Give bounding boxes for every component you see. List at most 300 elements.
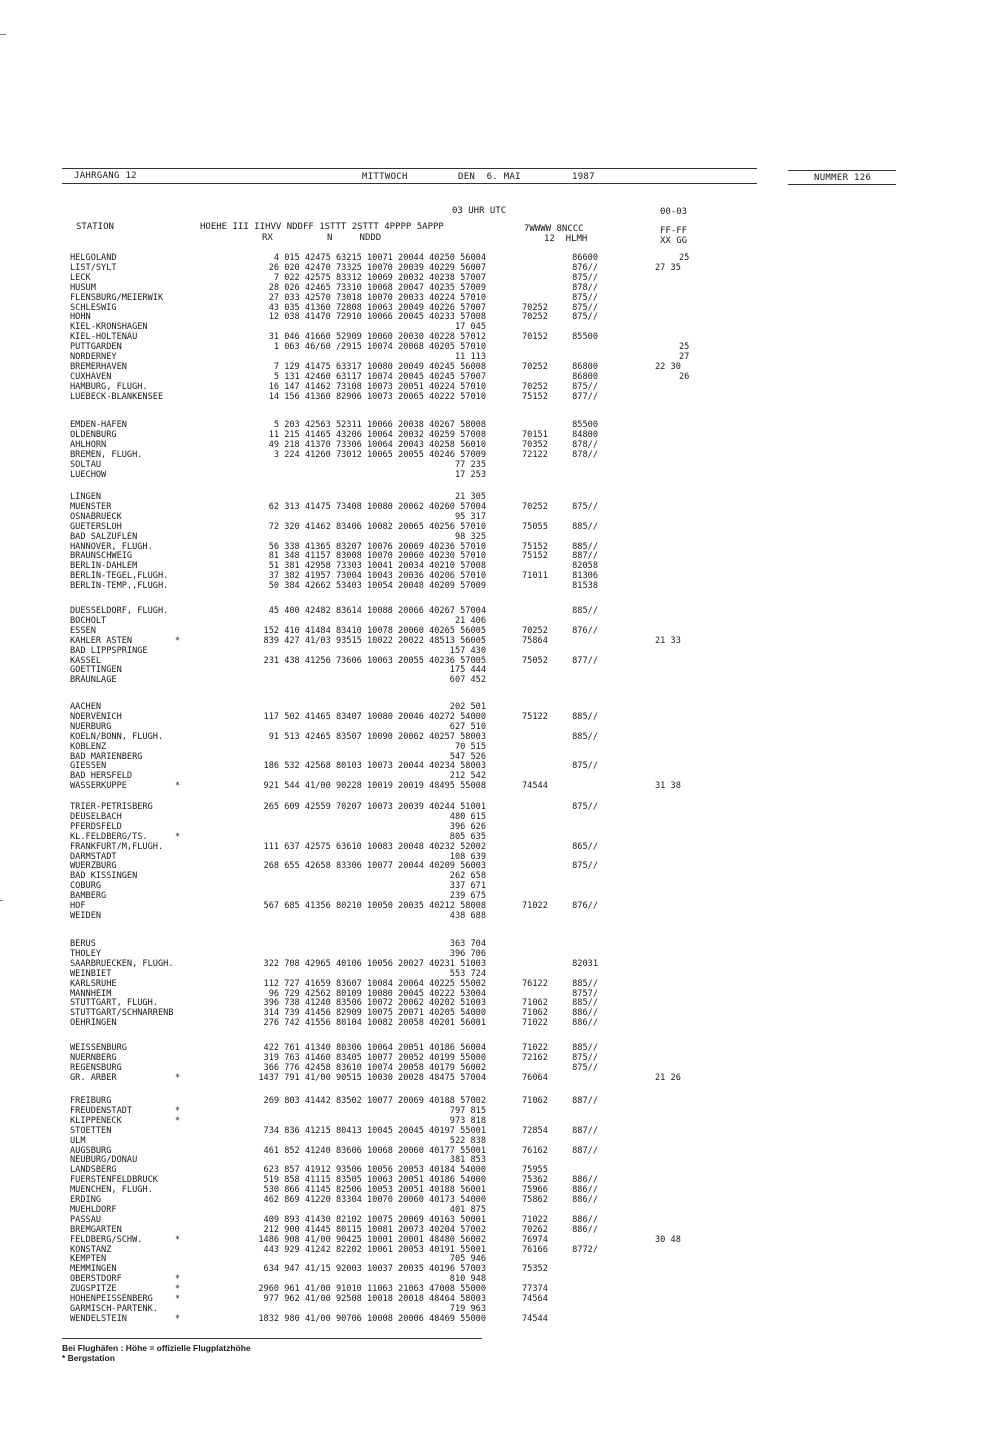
station-name: TRIER-PETRISBERG: [70, 802, 153, 812]
weather-group: 71062: [522, 1096, 548, 1106]
synop-groups: 607 452: [449, 675, 486, 686]
synop-groups: 56 338 41365 83207 10076 20069 40236 57010: [268, 541, 486, 552]
station-name: BREMERHAVEN: [70, 361, 127, 372]
cloud-group: 875//: [572, 312, 598, 323]
station-row: [0, 312, 1000, 322]
station-row: [0, 581, 1000, 591]
synop-groups: 43 035 41360 72808 10063 20049 40226 57007: [268, 302, 486, 313]
station-row: [0, 646, 1000, 656]
station-row: [0, 969, 1000, 979]
synop-groups: 11 113: [454, 352, 486, 362]
synop-groups: 7 022 42575 83312 10069 20032 40238 57007: [273, 272, 486, 283]
station-row: [0, 959, 1000, 969]
cloud-group: 887//: [572, 1145, 598, 1156]
station-name: MEMMINGEN: [70, 1264, 117, 1275]
synop-groups: 319 763 41460 83405 10077 20052 40199 55000: [263, 1052, 486, 1063]
cloud-group: 85500: [572, 420, 598, 430]
year-label: 1987: [572, 172, 595, 182]
station-name: EMDEN-HAFEN: [70, 420, 127, 430]
synop-groups: 921 544 41/00 90228 10019 20019 48495 55008: [263, 781, 486, 792]
cloud-group: 875//: [572, 381, 598, 392]
station-row: [0, 571, 1000, 581]
station-name: MANNHEIM: [70, 988, 112, 999]
mountain-station-mark: *: [175, 1072, 181, 1083]
station-row: [0, 832, 1000, 842]
cloud-heading-line2: 12 HLMH: [544, 234, 588, 244]
station-name: OSNABRUECK: [70, 511, 122, 522]
weather-group: 71022: [522, 1018, 548, 1029]
station-name: COBURG: [70, 881, 102, 892]
synop-groups: 797 815: [449, 1105, 486, 1116]
station-name: HOF: [70, 901, 86, 911]
weather-group: 74564: [522, 1294, 548, 1304]
station-name: THOLEY: [70, 948, 102, 959]
station-row: [0, 1018, 1000, 1028]
station-row: [0, 273, 1000, 283]
weather-group: 71062: [522, 1008, 548, 1019]
station-name: KONSTANZ: [70, 1244, 112, 1255]
station-name: BRAUNSCHWEIG: [70, 551, 133, 562]
station-row: [0, 675, 1000, 685]
station-row: [0, 702, 1000, 712]
station-row: [0, 626, 1000, 636]
cloud-group: 885//: [572, 978, 598, 989]
station-name: ULM: [70, 1135, 86, 1146]
station-name: FRANKFURT/M,FLUGH.: [70, 841, 164, 852]
station-row: [0, 1126, 1000, 1136]
station-row: [0, 1195, 1000, 1205]
cloud-group: 876//: [572, 262, 598, 273]
cloud-group: 875//: [572, 302, 598, 313]
station-name: WEIDEN: [70, 910, 102, 921]
synop-groups: 627 510: [449, 721, 486, 732]
synop-groups: 21 406: [454, 615, 486, 626]
cloud-group: 84800: [572, 429, 598, 440]
cloud-group: 875//: [572, 861, 598, 872]
station-name: DUESSELDORF, FLUGH.: [70, 606, 169, 616]
cloud-group: 875//: [572, 761, 598, 772]
station-name: BRAUNLAGE: [70, 675, 117, 686]
station-name: DARMSTADT: [70, 851, 117, 862]
number-box-bottom: [788, 184, 896, 185]
synop-groups: 363 704: [449, 939, 486, 949]
synop-groups: 553 724: [449, 968, 486, 979]
synop-groups: 28 026 42465 73310 10068 20047 40235 57009: [268, 282, 486, 293]
wind-gust-values: 21 33: [655, 635, 681, 646]
wind-gust-values: 22 30: [655, 361, 681, 372]
synop-groups: 11 215 41465 43206 10064 20032 40259 57008: [268, 429, 486, 440]
wind-gust-values: 31 38: [655, 781, 681, 792]
station-row: [0, 871, 1000, 881]
station-name: BERUS: [70, 939, 96, 949]
weather-group: 70252: [522, 625, 548, 636]
station-name: GR. ARBER: [70, 1072, 117, 1083]
station-row: [0, 382, 1000, 392]
synop-groups: 265 609 42559 70207 10073 20039 40244 51001: [263, 802, 486, 812]
synop-groups: 322 708 42965 40106 10056 20027 40231 51003: [263, 958, 486, 969]
cloud-group: 81306: [572, 571, 598, 582]
station-row: [0, 752, 1000, 762]
cloud-group: 86800: [572, 361, 598, 372]
weather-group: 72854: [522, 1125, 548, 1136]
synop-groups: 26 020 42470 73325 10070 20039 40229 56007: [268, 262, 486, 273]
weather-group: 75352: [522, 1264, 548, 1275]
cloud-group: 887//: [572, 551, 598, 562]
date-label: DEN 6. MAI: [458, 172, 521, 182]
station-row: [0, 732, 1000, 742]
station-name: FUERSTENFELDBRUCK: [70, 1175, 158, 1186]
station-name: GARMISCH-PARTENK.: [70, 1303, 158, 1314]
station-name: CUXHAVEN: [70, 371, 112, 382]
station-row: [0, 1106, 1000, 1116]
cloud-group: 876//: [572, 901, 598, 911]
weather-group: 76064: [522, 1072, 548, 1083]
synop-groups: 438 688: [449, 910, 486, 921]
weather-group: 72162: [522, 1052, 548, 1063]
synop-groups: 111 637 42575 63610 10083 20048 40232 52002: [263, 841, 486, 852]
mountain-station-mark: *: [175, 1294, 181, 1304]
station-name: BAD MARIENBERG: [70, 751, 143, 762]
station-row: [0, 712, 1000, 722]
station-row: [0, 1225, 1000, 1235]
station-name: ZUGSPITZE: [70, 1284, 117, 1295]
synop-groups: 37 382 41957 73004 10043 20036 40206 57010: [268, 571, 486, 582]
station-row: [0, 303, 1000, 313]
mountain-station-mark: *: [175, 1115, 181, 1126]
station-name: BAD SALZUFLEN: [70, 531, 138, 542]
station-row: [0, 322, 1000, 332]
synop-groups: 17 045: [454, 322, 486, 333]
weather-group: 75052: [522, 655, 548, 666]
station-name: BERLIN-TEMP.,FLUGH.: [70, 581, 169, 592]
weather-group: 75152: [522, 541, 548, 552]
cloud-group: 82058: [572, 561, 598, 572]
station-name: WUERZBURG: [70, 861, 117, 872]
station-row: [0, 460, 1000, 470]
cloud-group: 875//: [572, 272, 598, 283]
station-name: OLDENBURG: [70, 429, 117, 440]
station-row: [0, 430, 1000, 440]
station-row: [0, 891, 1000, 901]
station-name: NOERVENICH: [70, 711, 122, 722]
synop-groups: 480 615: [449, 811, 486, 822]
station-row: [0, 1274, 1000, 1284]
synop-groups: 705 946: [449, 1254, 486, 1265]
station-name: BAD KISSINGEN: [70, 871, 138, 882]
station-name: KOELN/BONN, FLUGH.: [70, 731, 164, 742]
cloud-group: 8772/: [572, 1244, 598, 1255]
station-row: [0, 901, 1000, 911]
weather-group: 77374: [522, 1284, 548, 1295]
cloud-group: 85500: [572, 332, 598, 343]
cloud-group: 877//: [572, 655, 598, 666]
synop-groups: 62 313 41475 73408 10080 20062 40260 57004: [268, 501, 486, 512]
station-name: WEISSENBURG: [70, 1043, 127, 1053]
synop-groups: 269 803 41442 83502 10077 20069 40188 57002: [263, 1096, 486, 1106]
synop-groups: 366 776 42458 83610 10074 20058 40179 56002: [263, 1062, 486, 1073]
weather-group: 70152: [522, 332, 548, 343]
weather-group: 71022: [522, 1043, 548, 1053]
mountain-station-mark: *: [175, 635, 181, 646]
synop-groups: 95 317: [454, 511, 486, 522]
weather-group: 71022: [522, 1214, 548, 1225]
wind-heading-line1: FF-FF: [660, 226, 688, 236]
weather-group: 76122: [522, 978, 548, 989]
station-name: BREMEN, FLUGH.: [70, 449, 143, 460]
synop-groups: 212 900 41445 80115 10081 20073 40204 57002: [263, 1224, 486, 1235]
synop-groups: 21 305: [454, 492, 486, 502]
station-row: [0, 1155, 1000, 1165]
synop-groups: 396 738 41240 83506 10072 20062 40202 51003: [263, 998, 486, 1009]
weather-group: 75862: [522, 1195, 548, 1205]
station-name: HOHENPEISSENBERG: [70, 1294, 153, 1304]
synop-groups: 117 502 41465 83407 10080 20046 40272 54000: [263, 711, 486, 722]
synop-groups: 262 658: [449, 871, 486, 882]
synop-groups: 72 320 41462 83406 10082 20065 40256 57010: [268, 521, 486, 532]
station-name: KIEL-KRONSHAGEN: [70, 322, 148, 333]
cloud-group: 876//: [572, 625, 598, 636]
issue-number: NUMMER 126: [814, 173, 872, 183]
station-name: PFERDSFELD: [70, 821, 122, 832]
cloud-group: 886//: [572, 1185, 598, 1196]
station-name: PASSAU: [70, 1214, 102, 1225]
station-row: [0, 1284, 1000, 1294]
station-name: KASSEL: [70, 655, 102, 666]
synop-groups: 1832 980 41/00 90706 10008 20006 48469 55000: [258, 1313, 486, 1324]
weather-group: 75152: [522, 391, 548, 402]
weather-group: 71062: [522, 998, 548, 1009]
weather-group: 75362: [522, 1175, 548, 1186]
station-row: [0, 1073, 1000, 1083]
table-bottom-rule: [62, 1338, 482, 1339]
cloud-group: 887//: [572, 1096, 598, 1106]
station-row: [0, 440, 1000, 450]
cloud-group: 875//: [572, 1052, 598, 1063]
synop-groups: 112 727 41659 83607 10084 20064 40225 55002: [263, 978, 486, 989]
group-heading-line2: RX N NDDD: [262, 233, 382, 243]
station-row: [0, 822, 1000, 832]
station-name: HANNOVER, FLUGH.: [70, 541, 153, 552]
cloud-group: 885//: [572, 1043, 598, 1053]
weather-group: 71022: [522, 901, 548, 911]
synop-groups: 839 427 41/03 93515 10022 20022 48513 56005: [263, 635, 486, 646]
mountain-station-mark: *: [175, 1234, 181, 1245]
station-row: [0, 561, 1000, 571]
station-name: SOLTAU: [70, 459, 102, 470]
station-name: KL.FELDBERG/TS.: [70, 831, 148, 842]
scan-mark-left: [0, 900, 3, 901]
station-row: [0, 636, 1000, 646]
station-row: [0, 1063, 1000, 1073]
cloud-group: 886//: [572, 1018, 598, 1029]
station-row: [0, 551, 1000, 561]
volume-label: JAHRGANG 12: [74, 171, 137, 181]
synop-groups: 91 513 42465 83507 10090 20062 40257 58003: [268, 731, 486, 742]
station-name: BOCHOLT: [70, 615, 107, 626]
cloud-group: 885//: [572, 711, 598, 722]
footnote-airport: Bei Flughäfen : Höhe = offizielle Flugplatzhöhe: [62, 1343, 251, 1353]
synop-groups: 1437 791 41/00 90515 10030 20028 48475 57004: [258, 1072, 486, 1083]
cloud-group: 875//: [572, 1062, 598, 1073]
weather-group: 70252: [522, 381, 548, 392]
station-name: LECK: [70, 272, 91, 283]
station-row: [0, 263, 1000, 273]
cloud-group: 886//: [572, 1175, 598, 1186]
cloud-group: 878//: [572, 449, 598, 460]
station-row: [0, 1304, 1000, 1314]
station-row: [0, 450, 1000, 460]
weather-group: 75864: [522, 635, 548, 646]
scan-mark-top-left: [0, 34, 6, 35]
station-name: LINGEN: [70, 492, 102, 502]
synop-groups: 409 893 41430 82102 10075 20069 40163 50001: [263, 1214, 486, 1225]
station-name: FREIBURG: [70, 1096, 112, 1106]
synop-groups: 734 836 41215 80413 10045 20045 40197 55001: [263, 1125, 486, 1136]
synop-groups: 239 675: [449, 891, 486, 902]
station-row: [0, 362, 1000, 372]
cloud-group: 865//: [572, 841, 598, 852]
cloud-group: 886//: [572, 1214, 598, 1225]
station-row: [0, 802, 1000, 812]
station-row: [0, 1235, 1000, 1245]
station-row: [0, 253, 1000, 263]
cloud-group: 877//: [572, 391, 598, 402]
synop-groups: 530 866 41145 82506 10053 20051 40188 56001: [263, 1185, 486, 1196]
group-heading-line1: HOEHE III IIHVV NDDFF 1STTT 2STTT 4PPPP 5APPP: [200, 222, 444, 232]
synop-groups: 519 858 41115 83505 10063 20051 40186 54000: [263, 1175, 486, 1186]
station-name: FLENSBURG/MEIERWIK: [70, 292, 164, 303]
station-row: [0, 512, 1000, 522]
station-name: KAHLER ASTEN: [70, 635, 133, 646]
station-row: [0, 293, 1000, 303]
station-row: [0, 781, 1000, 791]
wind-heading-line2: XX GG: [660, 236, 688, 246]
station-name: STUTTGART, FLUGH.: [70, 998, 158, 1009]
synop-groups: 16 147 41462 73108 10073 20051 40224 57010: [268, 381, 486, 392]
station-name: WEINBIET: [70, 968, 112, 979]
weather-group: 70252: [522, 361, 548, 372]
station-row: [0, 470, 1000, 480]
station-name: MUENCHEN, FLUGH.: [70, 1185, 153, 1196]
station-name: FREUDENSTADT: [70, 1105, 133, 1116]
synop-groups: 108 639: [449, 851, 486, 862]
synop-groups: 81 348 41157 83008 10070 20060 40230 57010: [268, 551, 486, 562]
station-name: LIST/SYLT: [70, 262, 117, 273]
obs-time-heading: 03 UHR UTC: [452, 206, 507, 216]
station-name: FELDBERG/SCHW.: [70, 1234, 143, 1245]
cloud-group: 885//: [572, 541, 598, 552]
cloud-group: 875//: [572, 802, 598, 812]
weather-group: 76974: [522, 1234, 548, 1245]
station-name: AHLHORN: [70, 439, 107, 450]
right-time-heading: 00-03: [660, 207, 688, 217]
station-name: STOETTEN: [70, 1125, 112, 1136]
header-bottom-rule: [62, 183, 757, 184]
station-name: GIESSEN: [70, 761, 107, 772]
synop-groups: 719 963: [449, 1303, 486, 1314]
mountain-station-mark: *: [175, 1284, 181, 1295]
station-row: [0, 283, 1000, 293]
synop-groups: 5 131 42460 63117 10074 20045 40245 57007: [273, 371, 486, 382]
weather-group: 70262: [522, 1224, 548, 1235]
synop-groups: 337 671: [449, 881, 486, 892]
synop-groups: 462 869 41220 83304 10070 20060 40173 54000: [263, 1195, 486, 1205]
station-row: [0, 812, 1000, 822]
station-row: [0, 392, 1000, 402]
station-name: ESSEN: [70, 625, 96, 636]
station-row: [0, 352, 1000, 362]
weather-group: 70352: [522, 439, 548, 450]
station-name: HAMBURG, FLUGH.: [70, 381, 148, 392]
weather-group: 75966: [522, 1185, 548, 1196]
station-name: MUEHLDORF: [70, 1204, 117, 1215]
weather-group: 71011: [522, 571, 548, 582]
station-row: [0, 722, 1000, 732]
weather-group: 70252: [522, 501, 548, 512]
station-row: [0, 1053, 1000, 1063]
cloud-group: 875//: [572, 292, 598, 303]
station-row: [0, 998, 1000, 1008]
synop-groups: 202 501: [449, 702, 486, 712]
number-box-top: [788, 170, 896, 171]
weather-group: 74544: [522, 1313, 548, 1324]
station-name: LUECHOW: [70, 469, 107, 480]
synop-groups: 212 542: [449, 771, 486, 782]
station-row: [0, 665, 1000, 675]
synop-groups: 977 962 41/00 92508 10018 20018 48464 58003: [263, 1294, 486, 1304]
synop-groups: 27 033 42570 73018 10070 20033 40224 57010: [268, 292, 486, 303]
weather-group: 72122: [522, 449, 548, 460]
footnote-mountain: * Bergstation: [62, 1353, 115, 1363]
cloud-group: 886//: [572, 1195, 598, 1205]
station-row: [0, 742, 1000, 752]
synop-groups: 5 203 42563 52311 10066 20038 40267 58008: [273, 420, 486, 430]
cloud-group: 885//: [572, 521, 598, 532]
station-row: [0, 372, 1000, 382]
weather-group: 70151: [522, 429, 548, 440]
station-row: [0, 532, 1000, 542]
synop-groups: 96 729 42562 80109 10080 20045 40222 53004: [268, 988, 486, 999]
synop-groups: 1486 908 41/00 90425 10001 20001 48480 56002: [258, 1234, 486, 1245]
station-name: STUTTGART/SCHNARRENB: [70, 1008, 174, 1019]
station-name: BAD HERSFELD: [70, 771, 133, 782]
station-row: [0, 1116, 1000, 1126]
synop-groups: 314 739 41456 82909 10075 20071 40205 54000: [263, 1008, 486, 1019]
mountain-station-mark: *: [175, 781, 181, 792]
station-row: [0, 1136, 1000, 1146]
mountain-station-mark: *: [175, 1274, 181, 1285]
wind-gust-values: 25: [679, 342, 690, 353]
weather-group: 76162: [522, 1145, 548, 1156]
synop-groups: 2960 961 41/00 91010 11063 21063 47008 55000: [258, 1284, 486, 1295]
wind-gust-values: 27 35: [655, 262, 681, 273]
synop-groups: 45 400 42482 83614 10088 20066 40267 57004: [268, 606, 486, 616]
station-row: [0, 1314, 1000, 1324]
station-name: KIEL-HOLTENAU: [70, 332, 138, 343]
station-name: BERLIN-TEGEL,FLUGH.: [70, 571, 169, 582]
synop-groups: 547 526: [449, 751, 486, 762]
weather-group: 74544: [522, 781, 548, 792]
wind-gust-values: 27: [679, 352, 690, 362]
cloud-group: 81538: [572, 581, 598, 592]
station-row: [0, 1096, 1000, 1106]
mountain-station-mark: *: [175, 831, 181, 842]
station-row: [0, 949, 1000, 959]
cloud-group: 8757/: [572, 988, 598, 999]
station-row: [0, 1294, 1000, 1304]
wind-gust-values: 26: [679, 371, 690, 382]
synop-groups: 443 929 41242 82202 10061 20053 40191 55001: [263, 1244, 486, 1255]
